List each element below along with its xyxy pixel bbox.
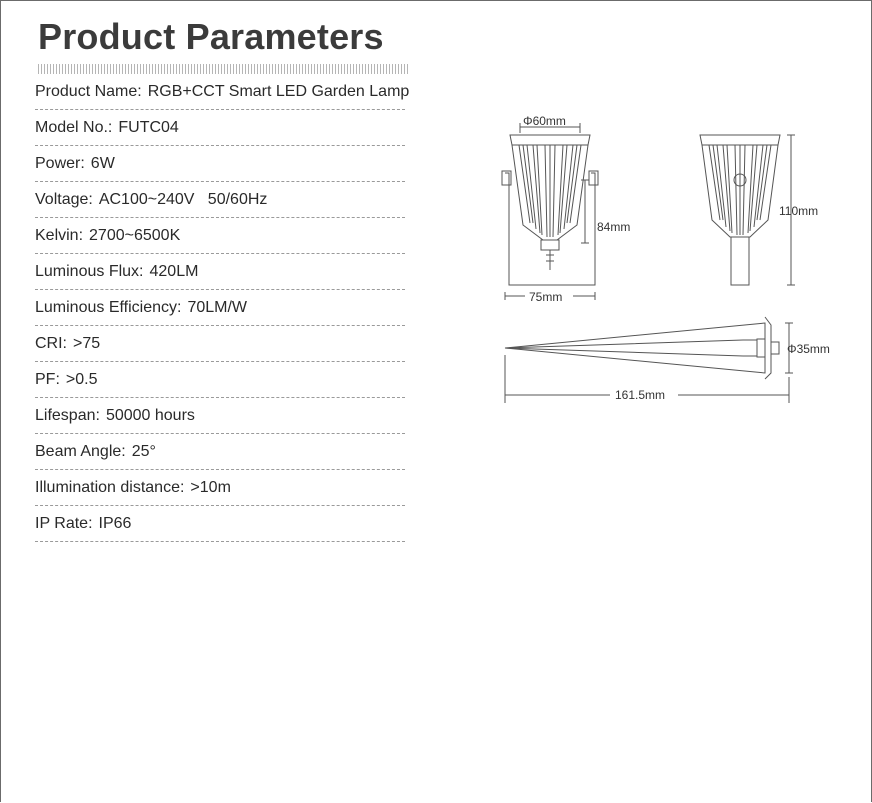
param-value: 6W [90, 154, 115, 172]
param-value: IP66 [98, 514, 132, 532]
param-row-luminous-efficiency [35, 290, 405, 326]
param-label: Power: [35, 154, 85, 172]
param-label: Voltage: [35, 190, 93, 208]
param-label: PF: [35, 370, 60, 388]
param-value: 25° [131, 442, 156, 460]
param-value: >0.5 [65, 370, 98, 388]
param-label: Beam Angle: [35, 442, 126, 460]
param-row-model [35, 110, 405, 146]
parameter-list [35, 74, 410, 542]
param-row-illumination-distance [35, 470, 405, 506]
param-label: Product Name: [35, 82, 142, 100]
param-label: IP Rate: [35, 514, 93, 532]
param-label: Kelvin: [35, 226, 84, 244]
param-row-product-name [35, 74, 410, 110]
dim-spike-length: 161.5mm [615, 388, 666, 402]
param-value: AC100~240V 50/60Hz [98, 190, 268, 208]
param-value: 50000 hours [105, 406, 195, 424]
param-value: 420LM [149, 262, 199, 280]
param-row-kelvin [35, 218, 405, 254]
param-value: 70LM/W [187, 298, 248, 316]
lamp-dimension-drawing [495, 105, 845, 415]
param-row-ip-rate [35, 506, 405, 542]
dim-diameter-top: Φ60mm [523, 114, 566, 128]
param-value: >10m [190, 478, 231, 496]
param-value: 2700~6500K [89, 226, 181, 244]
dim-height-total: 110mm [779, 204, 819, 218]
param-row-luminous-flux [35, 254, 405, 290]
param-value: RGB+CCT Smart LED Garden Lamp [147, 82, 410, 100]
param-row-beam-angle [35, 434, 405, 470]
param-row-pf [35, 362, 405, 398]
page-title: Product Parameters [38, 16, 384, 57]
dim-width-base: 75mm [529, 290, 563, 304]
title-underline [38, 64, 408, 74]
param-value: FUTC04 [118, 118, 179, 136]
param-row-lifespan [35, 398, 405, 434]
param-row-cri [35, 326, 405, 362]
param-row-voltage [35, 182, 405, 218]
lamp-front-view [502, 123, 598, 300]
param-label: Luminous Efficiency: [35, 298, 182, 316]
dim-diameter-spike: Φ35mm [787, 342, 830, 356]
param-label: CRI: [35, 334, 67, 352]
param-value: >75 [73, 334, 101, 352]
param-label: Luminous Flux: [35, 262, 144, 280]
param-label: Model No.: [35, 118, 113, 136]
dim-height-body: 84mm [597, 220, 631, 234]
param-label: Lifespan: [35, 406, 100, 424]
param-label: Illumination distance: [35, 478, 185, 496]
param-row-power [35, 146, 405, 182]
